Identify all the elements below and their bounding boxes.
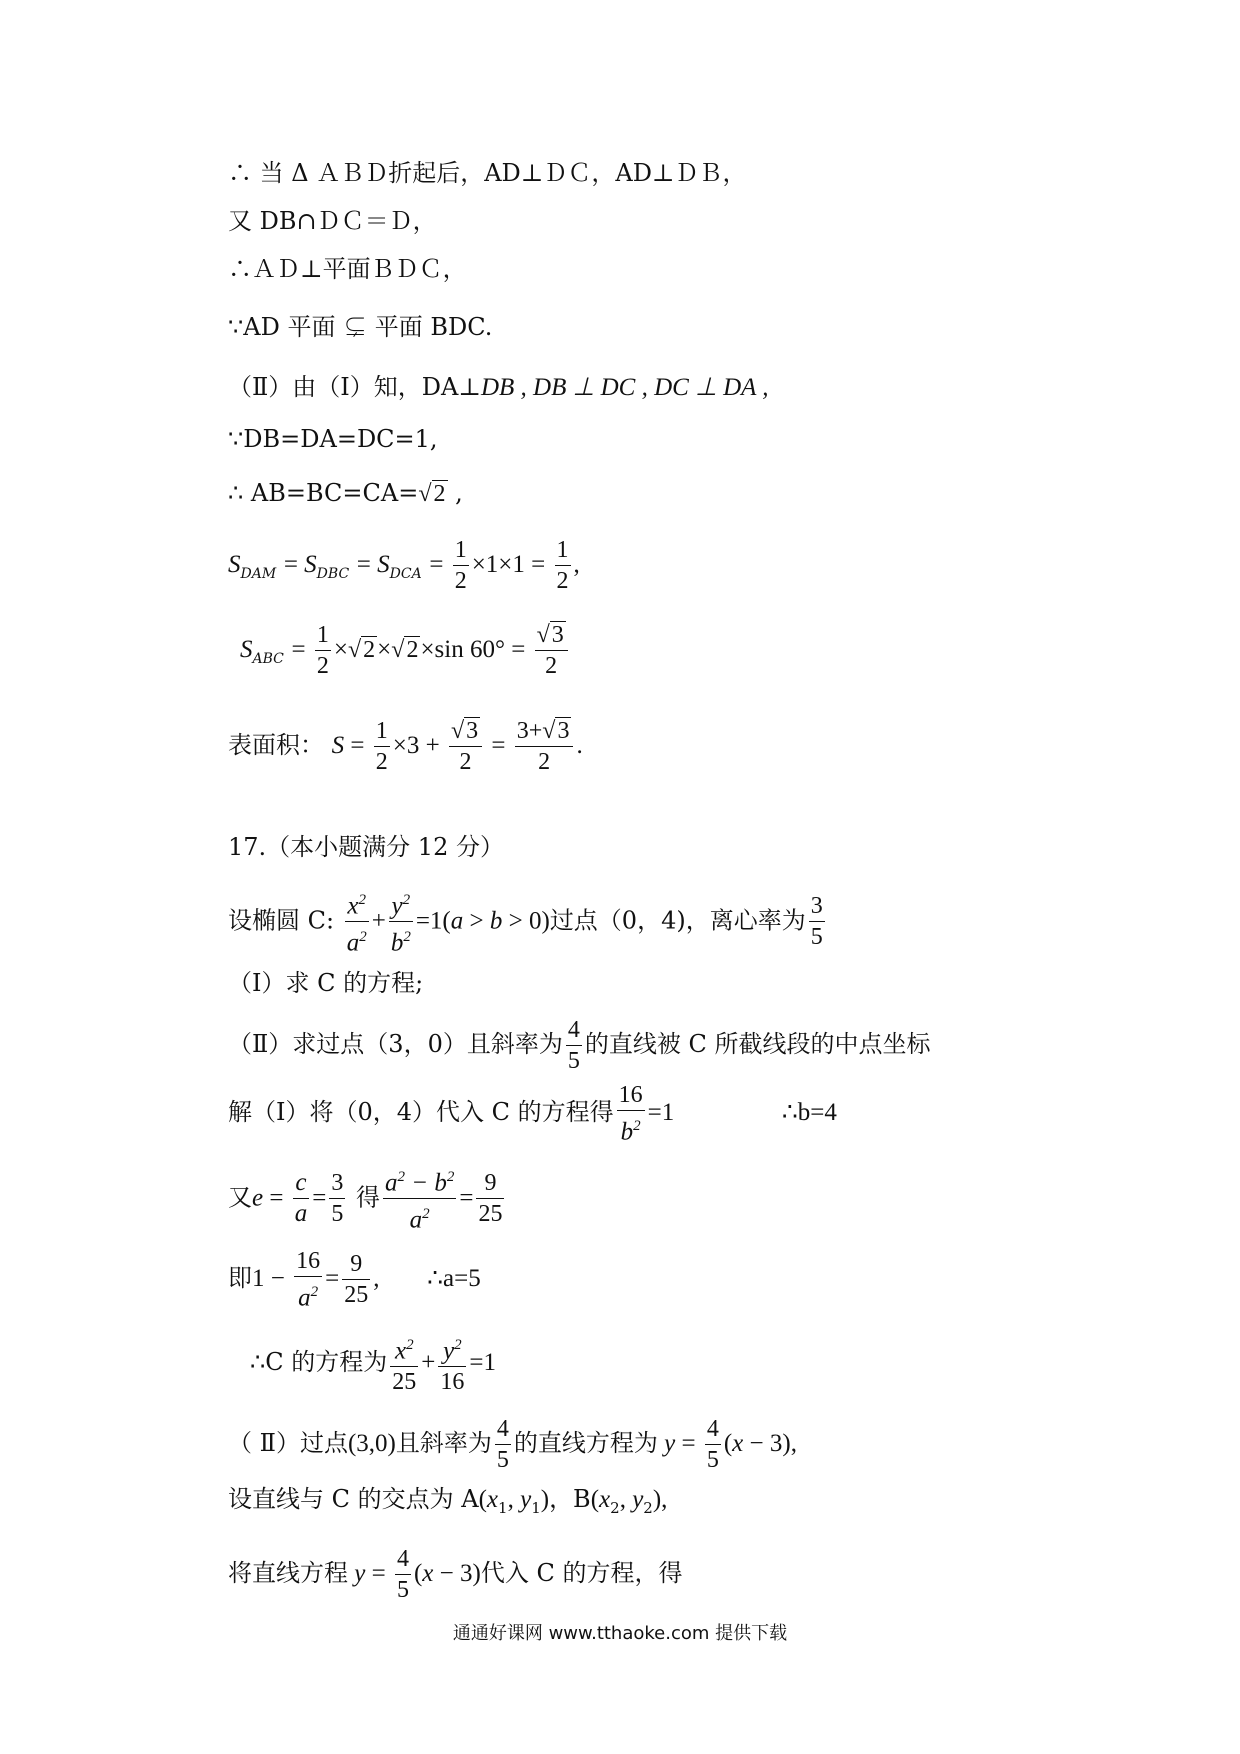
sol2-prefix: 又 [228,1183,252,1212]
sol7-suffix: 代入 C 的方程，得 [480,1559,683,1587]
sol3-result: ∴a=5 [427,1265,481,1293]
solution-line-4: ∴C 的方程为 $\frac{x^2}{25}$ + $\frac{y^2}{16}$ =1 [250,1330,496,1397]
fraction-half: $\frac{1}{2}$ [454,537,467,594]
question-17-title: 17.（本小题满分 12 分） [228,833,504,861]
part2-prefix: （Ⅱ）由（Ⅰ）知，DA⊥ [228,373,481,401]
stem-mid: 过点（0，4)，离心率为 [549,906,806,935]
fraction-slope: $\frac{4}{5}$ [496,1416,509,1473]
line-plane-subset: ∵AD 平面 ⊊ 平面 BDC. [228,313,493,341]
line-intersection: 又 DB∩ＤＣ＝Ｄ， [228,207,437,235]
fraction-9-25: $\frac{9}{25}$ [478,1170,503,1228]
solution-line-3: 即1 − $\frac{16}{a^2}$ = $\frac{9}{25}$ , ∴a=5 [228,1248,481,1312]
fraction-sqrt3-over-2: $\frac{√3}{2}$ [449,716,482,777]
sqrt-two: √2 [347,637,376,663]
solution-line-2: 又e = $\frac{c}{a}$ = $\frac{3}{5}$ 得 $\frac{a^2 - b^2}{a^2}$ = $\frac{9}{25}$ [228,1162,507,1236]
stem-prefix: 设椭圆 C: [228,906,342,935]
question-17-part2 [228,1015,930,1076]
line-right-triangle-areas: $S_{DAM} = S_{DBC} = S_{DCA}$ = $\frac{1}{2}$ ×1×1 = $\frac{1}{2}$ , [228,537,580,594]
question-17-stem: 设椭圆 C: $\frac{x^2}{a^2}$ + $\frac{y^2}{b^2}$ =1(a > b > 0)过点（0，4)，离心率为 $\frac{3}{5}$ [228,885,828,959]
sides-suffix: , [447,479,463,507]
solution-line-1: 解（Ⅰ）将（0，4）代入 C 的方程得 $\frac{16}{b^2}$ =1 ∴b=4 [228,1082,837,1146]
fraction-eccentricity: $\frac{3}{5}$ [810,893,823,951]
sol7-prefix: 将直线方程 [228,1559,348,1587]
sqrt-two: √2 [391,637,419,663]
question-17-part1: （Ⅰ）求 C 的方程; [228,969,424,997]
fraction-eccentricity: $\frac{3}{5}$ [331,1170,344,1228]
surface-area-label: 表面积： [228,731,324,759]
sol4-prefix: ∴C 的方程为 [250,1348,388,1377]
sol2-mid: 得 [355,1183,380,1212]
sol5-suffix: 的直线方程为 [513,1429,658,1457]
fraction-9-25: $\frac{9}{25}$ [344,1251,369,1309]
line-fold-statement: ∴ 当 Δ ＡＢＤ折起后，AD⊥ＤＣ，AD⊥ＤＢ， [228,159,747,187]
page-footer: 通通好课网 www.tthaoke.com 提供下载 [452,1623,788,1644]
fraction-16-a2: $\frac{16}{a^2}$ [296,1248,321,1312]
line-part2-perpendicular [228,372,768,403]
part2-prefix: （Ⅱ）求过点（3，0）且斜率为 [228,1030,563,1058]
fraction-y2-16: $\frac{y^2}{16}$ [438,1330,466,1397]
fraction-slope: $\frac{4}{5}$ [567,1017,580,1074]
sol5-prefix: （ Ⅱ）过点 [228,1429,348,1457]
area-symbol: S [304,551,317,578]
line-side-lengths [228,478,463,509]
sides-prefix: ∴ AB=BC=CA= [228,479,419,507]
fraction-y2-b2: $\frac{y^2}{b^2}$ [389,885,413,959]
sol6-text: 设直线与 C 的交点为 A [228,1485,479,1513]
part2-math: DB , DB ⊥ DC , DC ⊥ DA , [480,374,769,401]
area-symbol: S [240,636,253,663]
fraction-slope: $\frac{4}{5}$ [706,1416,719,1473]
subscript-dca: DCA [389,566,422,582]
fraction-half: $\frac{1}{2}$ [316,622,329,679]
sol6-b: ，B [549,1485,591,1513]
fraction-half: $\frac{1}{2}$ [375,718,388,775]
line-perpendicular-plane: ∴ＡＤ⊥平面ＢＤＣ， [228,255,467,283]
fraction-slope: $\frac{4}{5}$ [396,1546,409,1603]
line-equilateral-area: $S_{ABC}$ = $\frac{1}{2}$ ×√2×√2×sin 60° = $\frac{√3}{2}$ [240,620,571,681]
subscript-dam: DAM [240,566,277,582]
fraction-16-b2: $\frac{16}{b^2}$ [618,1082,643,1146]
fraction-c-a: $\frac{c}{a}$ [294,1169,308,1228]
line-equal-lengths: ∵DB=DA=DC=1, [228,425,438,453]
sol5-mid: 且斜率为 [395,1429,492,1457]
fraction-sqrt3-over-2: $\frac{√3}{2}$ [535,620,568,681]
sol3-prefix: 即 [228,1264,252,1293]
sqrt-two: √2 [418,481,446,507]
solution-line-5: （ Ⅱ）过点(3,0)且斜率为 $\frac{4}{5}$ 的直线方程为 y = $\frac{4}{5}$ (x − 3), [228,1416,797,1473]
area-symbol: S [228,551,241,578]
solution-line-7: 将直线方程 y = $\frac{4}{5}$ (x − 3)代入 C 的方程，得 [228,1546,683,1603]
fraction-x2-a2: $\frac{x^2}{a^2}$ [345,885,369,959]
subscript-dbc: DBC [316,566,350,582]
solution-line-6: 设直线与 C 的交点为 $A(x_1$, $y_1$)，$B(x_2$, $y_2$), [228,1485,668,1517]
sol1-result: ∴b=4 [781,1099,837,1127]
line-surface-area: 表面积： S = $\frac{1}{2}$ ×3 + $\frac{√3}{2}$ = $\frac{3+√3}{2}$ . [228,718,583,775]
fraction-half: $\frac{1}{2}$ [556,537,569,594]
sol1-prefix: 解（Ⅰ）将（0，4）代入 C 的方程得 [228,1098,614,1127]
fraction-a2-b2-a2: $\frac{a^2 - b^2}{a^2}$ [383,1162,456,1236]
fraction-x2-25: $\frac{x^2}{25}$ [390,1330,418,1397]
part2-suffix: 的直线被 C 所截线段的中点坐标 [584,1030,931,1058]
subscript-abc: ABC [252,651,284,667]
fraction-total-area: $\frac{3+√3}{2}$ [515,716,574,777]
area-symbol: S [377,551,390,578]
